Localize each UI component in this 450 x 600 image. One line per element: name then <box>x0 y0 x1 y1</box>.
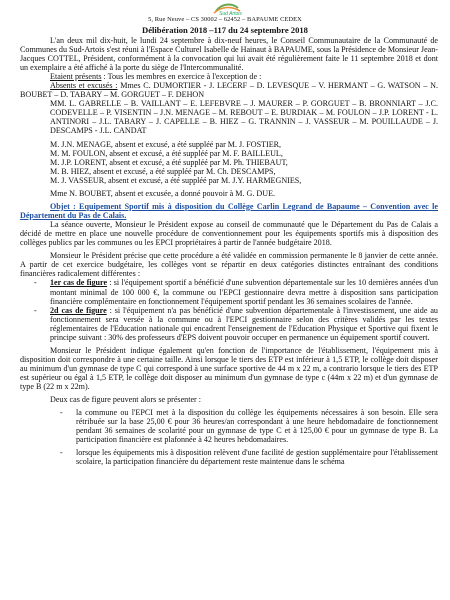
document-body <box>20 36 438 466</box>
presence-line <box>20 72 438 81</box>
case-item: - 1er cas de figure : si l'équipement sportif a bénéficié d'une subvention départementale sur les 10 dernières années d'un montant minimal de 100 000 €, la commune ou l'EPCI gestionnaire devra mettre à disposition sans participation financière complémentaire en fonctionnement l'équipement sportif pendant les 36 semaines scolaires de l'année. <box>34 278 438 306</box>
objet-heading <box>20 202 438 220</box>
sub-case-text: la commune ou l'EPCI met à la disposition du collège les équipements nécessaires à son besoin. Elle sera rétribuée sur la base 25,00 € pour 36 heures/an correspondant à une heure hebdomadaire de fonctionnement pendant 36 semaines de scolarité pour un gymnase de type C et à 125,00 € pour un gymnase de type B. La participation financière est plafonnée à 42 heures hebdomadaires. <box>76 408 438 445</box>
case-label: 1er cas de figure <box>50 278 108 288</box>
procedure-paragraph: Monsieur le Président précise que cette procédure a été validée en commission permanente le 8 janvier de cette année. A partir de cet exercice budgétaire, les collèges vont se répartir en deux catégories distinctes entraînant des conditions financières radicalement différentes : <box>20 251 438 279</box>
sub-case-text: lorsque les équipements mis à disposition relèvent d'une facilité de gestion supplémentaire pour l'établissement scolaire, la participation financière du département reste maintenue dans le schéma <box>76 448 438 467</box>
proxy-line: M. J. VASSEUR, absent et excusé, a été suppléé par M. J.Y. HARMEGNIES, <box>50 175 302 185</box>
absents-mm-paragraph: MM. L. GABRELLE – B. VAILLANT – E. LEFEBVRE – J. MAURER – P. GORGUET – B. BRONNIART – J.C. CODEVELLE – P. VISENTIN – J.N. MENAGE – M. REBOUT – E. BURDIAK – M. FOULON – J.P. LORENT - L. ANTINORI – J.L. TABARY – J. CAPELLE – B. HIEZ – G. TRANNIN – J. VASSEUR – M. POUILLAUDE – J. DESCAMPS - J.L. CANDAT <box>50 99 438 136</box>
sub-case-item: - lorsque les équipements mis à disposition relèvent d'une facilité de gestion supplémentaire pour l'établissement scolaire, la participation financière du département reste maintenue dans le schéma <box>60 448 438 467</box>
svg-text:Sud Artois: Sud Artois <box>219 11 242 16</box>
deux-cas-line: Deux cas de figure peuvent alors se présenter : <box>50 395 202 405</box>
fonction-paragraph: Monsieur le Président indique également qu'en fonction de l'importance de l'établissement, l'équipement mis à disposition doit correspondre à une certaine taille. Ainsi lorsque le tiers des ETP est inférieur à 1,5 ETP, le collège doit disposer au minimum d'un gymnase de type C qui correspond à une surface sportive de 44 m x 22 m, a contrario lorsque le tiers des ETP est supérieur ou égal à 1,5 ETP, le collège doit disposer au minimum d'un gymnase de type c (44m x 22 m) et d'un gymnase de type B (22 m x 22m). <box>20 345 438 391</box>
intro-paragraph: L'an deux mil dix-huit, le lundi 24 septembre à dix-neuf heures, le Conseil Communautaire de la Communauté de Communes du Sud-Artois s'est réuni à l'Espace Culturel Isabelle de Hainaut à BAPAUME, sous la Présidence de Monsieur Jean-Jacques COTTEL, Président, conformément à la convocation qui lui avait été régulièrement faite le 11 septembre 2018 et dont un exemplaire a été affiché à la porte du siège de l'Intercommunalité. <box>20 36 438 73</box>
proxy-line: M. J.P. LORENT, absent et excusé, a été suppléé par M. Ph. THIEBAUT, <box>50 157 288 167</box>
pouvoir-line: Mme N. BOUBET, absent et excusée, a donné pouvoir à M. G. DUE. <box>50 188 276 198</box>
absent-label: Absents et excusés : <box>50 81 118 91</box>
absent-text: Mmes C. DUMORTIER - J. LECERF – D. LEVESQUE – V. HERMANT – G. WATSON – N. BOUBET – D. TABARY – M. GORGUET – F. DEHON <box>20 81 438 100</box>
sud-artois-logo <box>186 2 264 16</box>
proxy-line: M. M. FOULON, absent et excusé, a été suppléé par M. F. BAILLEUL, <box>50 148 283 158</box>
seance-paragraph: La séance ouverte, Monsieur le Président expose au conseil de communauté que le Département du Pas de Calais a décidé de mettre en place une nouvelle procédure de conventionnement pour les équipements sportifs mis à disposition des collèges publics par les communes ou les EPCI propriétaires à partir de l'année budgétaire 2018. <box>20 220 438 248</box>
objet-label: Objet : <box>50 201 76 211</box>
deliberation-title: Délibération 2018 –117 du 24 septembre 2018 <box>142 25 308 35</box>
proxy-line: M. B. HIEZ, absent et excusé, a été suppléé par M. Ch. DESCAMPS, <box>50 166 276 176</box>
case-text: : si l'équipement n'a pas bénéficié d'une subvention départementale à l'investissement, une aide au fonctionnement sera versée à la commune ou à l'EPCI gestionnaire selon des critères validés par les textes réglementaires de l'Education nationale qui encadrent l'enseignement de l'Education Physique et Sportive qui fixent le principe suivant : 30% des professeurs d'EPS doivent pouvoir occuper en permanence un équipement sportif couvert. <box>50 305 438 342</box>
case-item: - 2d cas de figure : si l'équipement n'a pas bénéficié d'une subvention départementale à l'investissement, une aide au fonctionnement sera versée à la commune ou à l'EPCI gestionnaire selon des critères validés par les textes réglementaires de l'Education nationale qui encadrent l'enseignement de l'Education Physique et Sportive qui fixent le principe suivant : 30% des professeurs d'EPS doivent pouvoir occuper en permanence un équipement sportif couvert. <box>34 305 438 342</box>
proxy-line: M. J.N. MENAGE, absent et excusé, a été suppléé par M. J. FOSTIER, <box>50 139 282 149</box>
case-label: 2d cas de figure <box>50 305 107 315</box>
sub-case-item: - la commune ou l'EPCI met à la disposition du collège les équipements nécessaires à son besoin. Elle sera rétribuée sur la base 25,00 € pour 36 heures/an correspondant à une heure hebdomadaire de fonctionnement pendant 36 semaines de scolarité pour un gymnase de type C et à 125,00 € pour un gymnase de type B. La participation financière est plafonnée à 42 heures hebdomadaires. <box>60 408 438 445</box>
present-label: Etaient présents <box>50 72 102 82</box>
case-text: : si l'équipement sportif a bénéficié d'une subvention départementale sur les 10 dernières années d'un montant minimal de 100 000 €, la commune ou l'EPCI gestionnaire devra mettre à disposition sans participation financière complémentaire en fonctionnement l'équipement sportif pendant les 36 semaines scolaires de l'année. <box>50 278 438 306</box>
objet-text: Equipement Sportif mis à disposition du Collège Carlin Legrand de Bapaume – Convention avec le Département du Pas de Calais. <box>20 201 438 220</box>
absents-paragraph <box>20 81 438 99</box>
present-text: : Tous les membres en exercice à l'exception de : <box>101 72 262 82</box>
header-address: 5, Rue Neuve – CS 30002 – 62452 – BAPAUME CEDEX <box>148 16 302 23</box>
